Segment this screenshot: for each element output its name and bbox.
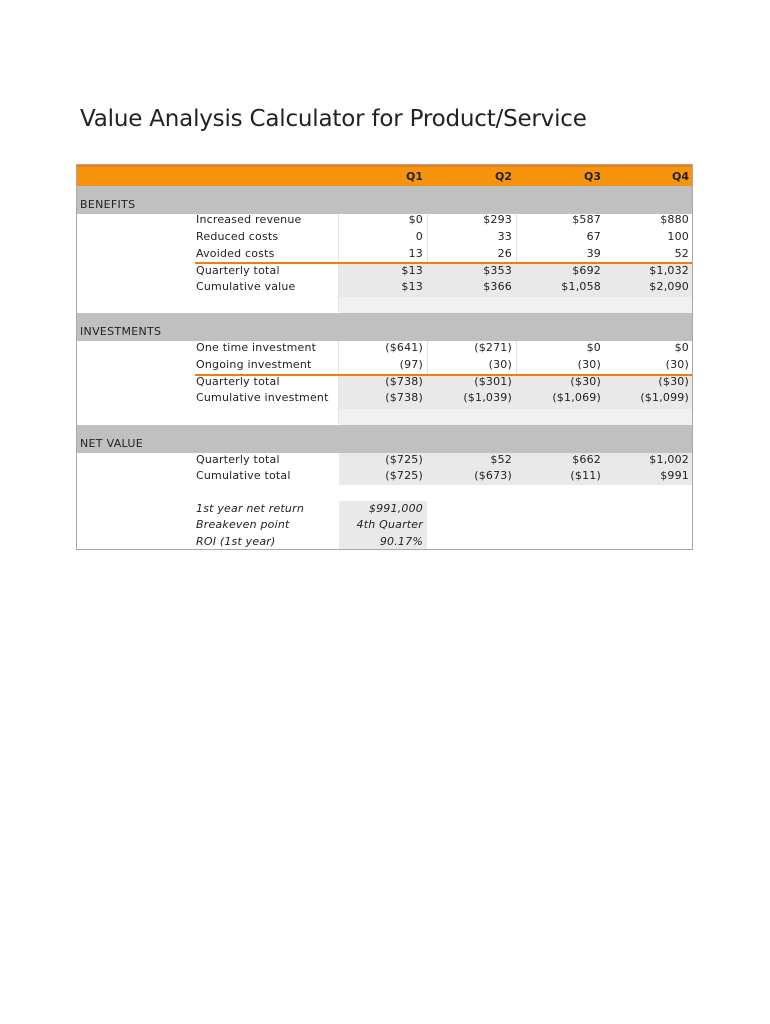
summary-row bbox=[77, 535, 692, 552]
column-header-q2: Q2 bbox=[494, 170, 512, 183]
cell-q3: $0 bbox=[586, 341, 601, 354]
table-row bbox=[77, 247, 692, 264]
cell-q1: $13 bbox=[401, 264, 423, 277]
row-label: Quarterly total bbox=[196, 264, 280, 277]
cell-q4: $880 bbox=[660, 213, 689, 226]
cell-q2: $52 bbox=[490, 453, 512, 466]
row-label: Avoided costs bbox=[196, 247, 275, 260]
value-analysis-sheet bbox=[76, 164, 693, 550]
cell-q2: 33 bbox=[497, 230, 512, 243]
net-value-section-label: NET VALUE bbox=[80, 437, 144, 450]
row-label: Quarterly total bbox=[196, 375, 280, 388]
cell-q3: ($30) bbox=[570, 375, 601, 388]
row-label: Cumulative value bbox=[196, 280, 296, 293]
cell-q1: ($738) bbox=[385, 375, 423, 388]
benefits-section-bar bbox=[77, 186, 692, 214]
summary-label: Breakeven point bbox=[196, 518, 290, 531]
table-row bbox=[77, 453, 692, 470]
cell-q1: (97) bbox=[399, 358, 423, 371]
cell-q2: ($1,039) bbox=[463, 391, 512, 404]
cell-q1: ($725) bbox=[385, 469, 423, 482]
cell-q4: ($30) bbox=[658, 375, 689, 388]
quarter-header-row bbox=[77, 165, 692, 186]
row-label: Ongoing investment bbox=[196, 358, 312, 371]
cell-q1: ($738) bbox=[385, 391, 423, 404]
table-row bbox=[77, 213, 692, 230]
cell-q2: $353 bbox=[483, 264, 512, 277]
cell-q3: 67 bbox=[586, 230, 601, 243]
table-row bbox=[77, 469, 692, 486]
row-label: Cumulative total bbox=[196, 469, 291, 482]
benefits-spacer-shade bbox=[339, 297, 692, 313]
row-label: One time investment bbox=[196, 341, 317, 354]
cell-q4: 100 bbox=[667, 230, 689, 243]
cell-q3: $1,058 bbox=[561, 280, 601, 293]
cell-q3: ($11) bbox=[570, 469, 601, 482]
table-row bbox=[77, 358, 692, 375]
cell-q3: $587 bbox=[572, 213, 601, 226]
summary-label: 1st year net return bbox=[196, 502, 304, 515]
column-header-q3: Q3 bbox=[583, 170, 601, 183]
row-label: Increased revenue bbox=[196, 213, 302, 226]
investments-spacer-shade bbox=[339, 409, 692, 425]
table-row bbox=[77, 264, 692, 281]
cell-q4: ($1,099) bbox=[640, 391, 689, 404]
summary-value: $991,000 bbox=[368, 502, 423, 515]
cell-q1: ($725) bbox=[385, 453, 423, 466]
cell-q2: ($271) bbox=[474, 341, 512, 354]
column-header-q1: Q1 bbox=[405, 170, 423, 183]
table-row bbox=[77, 391, 692, 408]
page-title: Value Analysis Calculator for Product/Service bbox=[80, 106, 587, 132]
cell-q1: ($641) bbox=[385, 341, 423, 354]
cell-q4: $1,032 bbox=[649, 264, 689, 277]
row-label: Cumulative investment bbox=[196, 391, 329, 404]
cell-q3: ($1,069) bbox=[552, 391, 601, 404]
net-value-section-bar bbox=[77, 425, 692, 453]
cell-q4: $0 bbox=[674, 341, 689, 354]
table-row bbox=[77, 375, 692, 392]
summary-row bbox=[77, 518, 692, 535]
table-row bbox=[77, 341, 692, 358]
investments-section-label: INVESTMENTS bbox=[80, 325, 162, 338]
cell-q4: $1,002 bbox=[649, 453, 689, 466]
summary-value: 4th Quarter bbox=[356, 518, 423, 531]
cell-q1: $0 bbox=[408, 213, 423, 226]
row-label: Reduced costs bbox=[196, 230, 279, 243]
cell-q1: 13 bbox=[408, 247, 423, 260]
summary-value: 90.17% bbox=[379, 535, 423, 548]
table-row bbox=[77, 280, 692, 297]
cell-q1: $13 bbox=[401, 280, 423, 293]
row-label: Quarterly total bbox=[196, 453, 280, 466]
benefits-section-label: BENEFITS bbox=[80, 198, 136, 211]
table-row bbox=[77, 230, 692, 247]
cell-q2: (30) bbox=[488, 358, 512, 371]
cell-q3: (30) bbox=[577, 358, 601, 371]
cell-q4: $991 bbox=[660, 469, 689, 482]
summary-row bbox=[77, 502, 692, 519]
cell-q2: $366 bbox=[483, 280, 512, 293]
summary-label: ROI (1st year) bbox=[196, 535, 276, 548]
column-header-q4: Q4 bbox=[671, 170, 689, 183]
cell-q4: 52 bbox=[674, 247, 689, 260]
cell-q2: ($673) bbox=[474, 469, 512, 482]
cell-q4: $2,090 bbox=[649, 280, 689, 293]
cell-q3: $692 bbox=[572, 264, 601, 277]
cell-q3: $662 bbox=[572, 453, 601, 466]
cell-q1: 0 bbox=[415, 230, 423, 243]
cell-q4: (30) bbox=[665, 358, 689, 371]
investments-section-bar bbox=[77, 313, 692, 341]
cell-q2: ($301) bbox=[474, 375, 512, 388]
cell-q3: 39 bbox=[586, 247, 601, 260]
cell-q2: $293 bbox=[483, 213, 512, 226]
cell-q2: 26 bbox=[497, 247, 512, 260]
